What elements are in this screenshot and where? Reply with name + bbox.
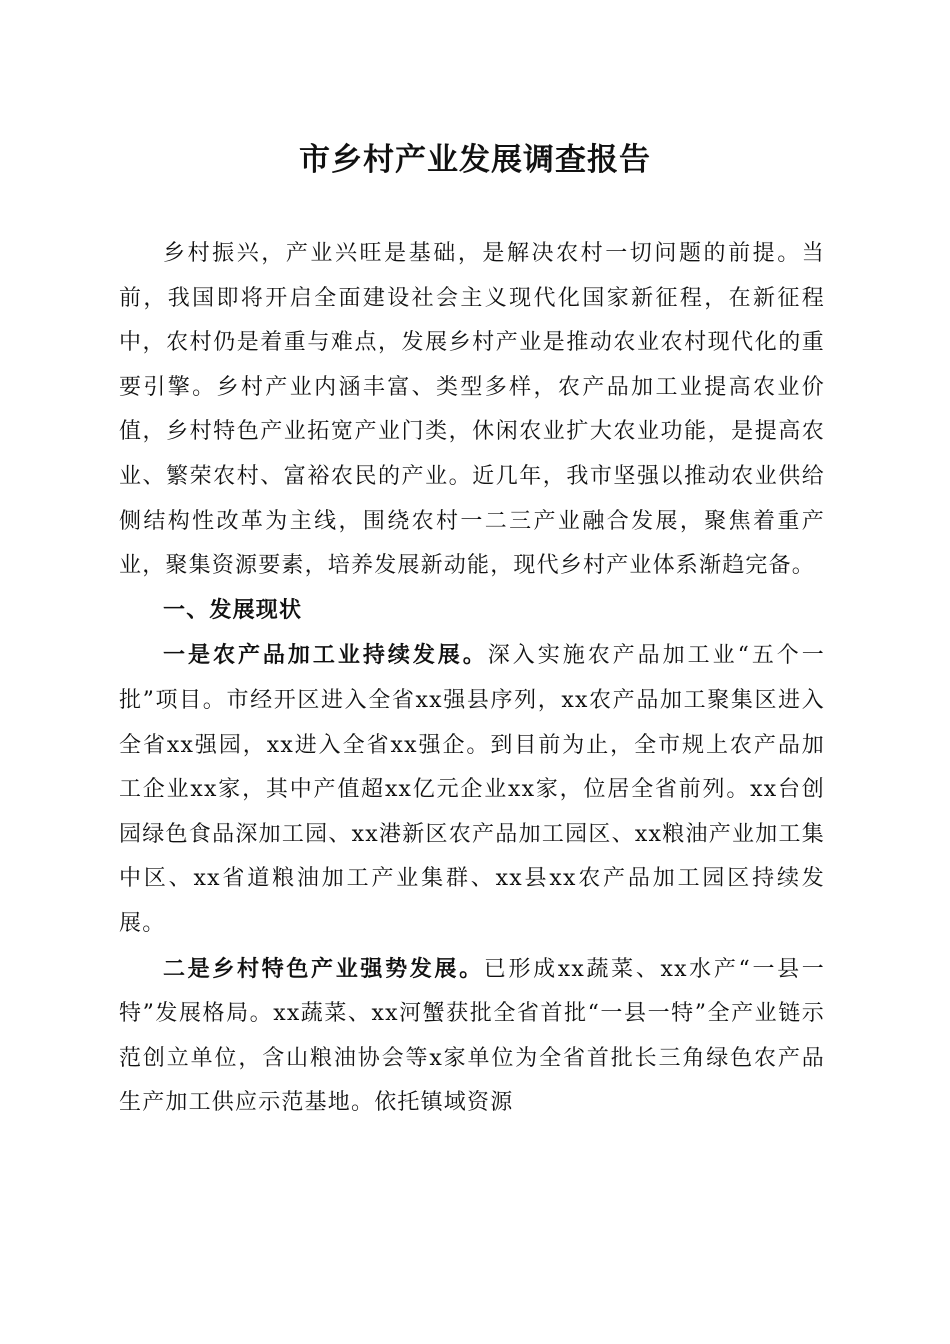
- section-heading: 一、发展现状: [163, 597, 303, 623]
- item-2-lead: 二是乡村特色产业强势发展。: [163, 955, 484, 982]
- item-1-lead: 一是农产品加工业持续发展。: [163, 642, 488, 669]
- item-1-text: 深入实施农产品加工业“五个一批”项目。市经开区进入全省xx强县序列，xx农产品加工聚集区进入全省xx强园，xx进入全省xx强企。到目前为止，全市规上农产品加工企业xx家，其中产值超xx亿元企业xx家，位居全省前列。xx台创园绿色食品深加工园、xx港新区农产品加工园区、xx粮油产业加工集中区、xx省道粮油加工产业集群、xx县xx农产品加工园区持续发展。: [119, 643, 825, 936]
- paragraph-item-1: [119, 633, 825, 946]
- document-body: [119, 232, 825, 1126]
- intro-paragraph: 乡村振兴，产业兴旺是基础，是解决农村一切问题的前提。当前，我国即将开启全面建设社会主义现代化国家新征程，在新征程中，农村仍是着重与难点，发展乡村产业是推动农业农村现代化的重要引擎。乡村产业内涵丰富、类型多样，农产品加工业提高农业价值，乡村特色产业拓宽产业门类，休闲农业扩大农业功能，是提高农业、繁荣农村、富裕农民的产业。近几年，我市坚强以推动农业供给侧结构性改革为主线，围绕农村一二三产业融合发展，聚焦着重产业，聚集资源要素，培养发展新动能，现代乡村产业体系渐趋完备。: [119, 241, 825, 579]
- paragraph-item-2: [119, 947, 825, 1126]
- document-title: 市乡村产业发展调查报告: [299, 142, 651, 178]
- item-2-text: 已形成xx蔬菜、xx水产“一县一特”发展格局。xx蔬菜、xx河蟹获批全省首批“一县一特”全产业链示范创立单位，含山粮油协会等x家单位为全省首批长三角绿色农产品生产加工供应示范基地。依托镇域资源: [119, 956, 825, 1116]
